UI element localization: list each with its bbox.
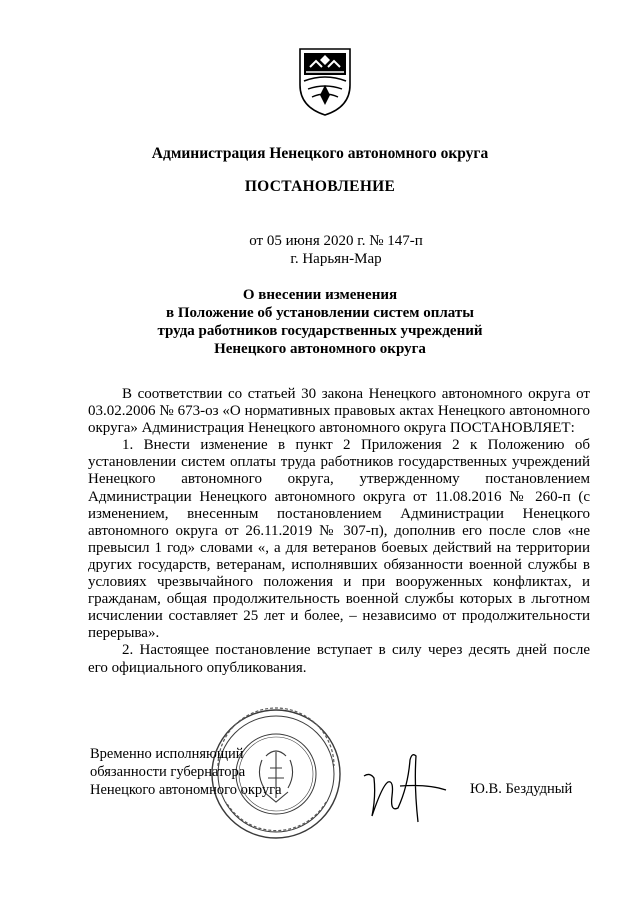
subject-line-4: Ненецкого автономного округа bbox=[214, 341, 426, 357]
position-line-1: Временно исполняющий bbox=[90, 746, 244, 762]
position-line-3: Ненецкого автономного округа bbox=[90, 782, 282, 798]
agency-title: Администрация Ненецкого автономного округа bbox=[151, 145, 489, 162]
subject-line-3: труда работников государственных учреждений bbox=[157, 323, 483, 339]
city: г. Нарьян-Мар bbox=[290, 251, 382, 267]
date-block bbox=[0, 232, 640, 268]
document-body bbox=[88, 386, 590, 677]
signatory-name: Ю.В. Бездудный bbox=[470, 781, 573, 797]
document-type: ПОСТАНОВЛЕНИЕ bbox=[244, 178, 396, 195]
date-number: от 05 июня 2020 г. № 147-п bbox=[249, 233, 423, 249]
subject-line-1: О внесении изменения bbox=[242, 287, 398, 303]
subject-line-2: в Положение об установлении систем оплаты bbox=[165, 305, 474, 321]
handwritten-signature bbox=[358, 746, 450, 828]
subject-title bbox=[0, 286, 640, 358]
preamble-paragraph: В соответствии со статьей 30 закона Ненецкого автономного округа от 03.02.2006 № 673-оз «О нормативных правовых актах Ненецкого автономного округа» Администрация Ненецкого автономного округа ПОСТАНОВЛЯЕТ: bbox=[88, 386, 590, 437]
item-1-paragraph: 1. Внести изменение в пункт 2 Приложения 2 к Положению об установлении систем оплаты труда работников государственных учреждений Ненецкого автономного округа, утвержденному постановлением Администрации Ненецкого автономного округа от 11.08.2016 № 260-п (с изменением, внесенным постановлением Администрации Ненецкого автономного округа от 26.11.2019 № 307-п), дополнив его после слов «не превысил 1 год» словами «, а для ветеранов боевых действий на территории других государств, ветеранам, исполнявших обязанности военной службы в условиях чрезвычайного положения и при вооруженных конфликтах, и гражданам, общая продолжительность военной службы которых в льготном исчислении составляет 25 лет и более, – независимо от продолжительности перерыва». bbox=[88, 437, 590, 642]
position-line-2: обязанности губернатора bbox=[90, 764, 246, 780]
item-2-paragraph: 2. Настоящее постановление вступает в силу через десять дней после его официального опубликования. bbox=[88, 642, 590, 676]
signatory-position bbox=[90, 745, 320, 799]
coat-of-arms-icon bbox=[296, 45, 354, 117]
